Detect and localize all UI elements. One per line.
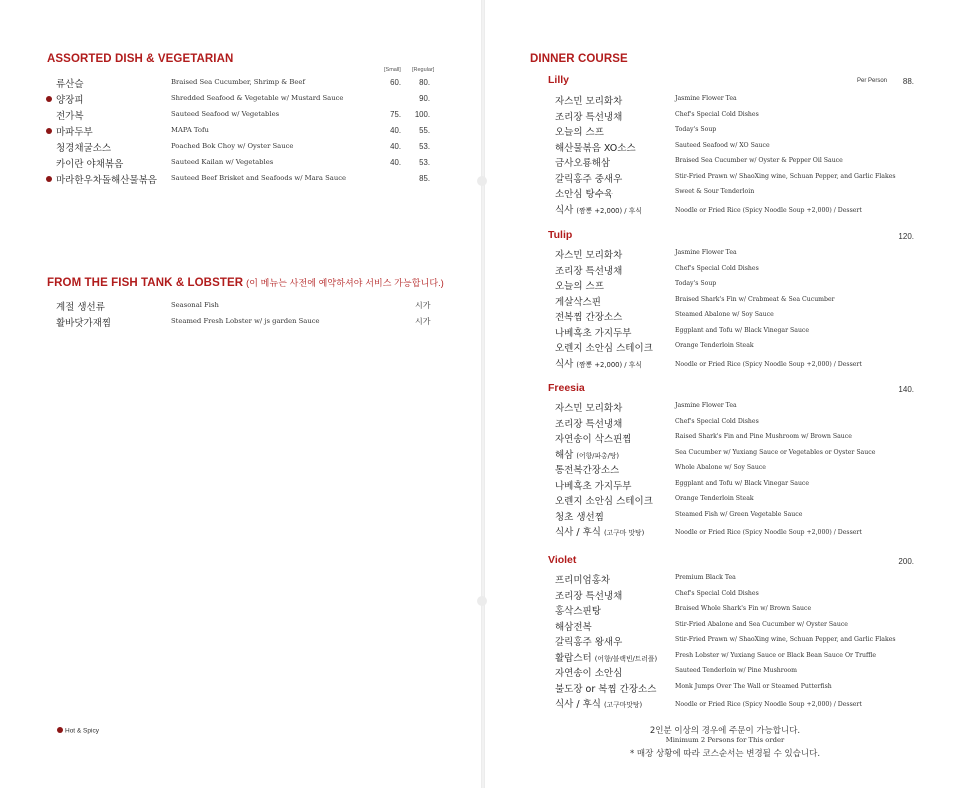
course-dish-ko-main: 나베흑초 가지두부	[555, 327, 632, 339]
course-dish-en: Braised Sea Cucumber w/ Oyster & Pepper Oil Sauce	[675, 157, 843, 164]
course-dish-ko	[555, 186, 613, 200]
price-small: 60.	[390, 78, 401, 87]
dish-name-ko: 마라한우차돌해산물볶음	[56, 175, 157, 186]
course-dish-en: Chef's Special Cold Dishes	[675, 589, 759, 597]
course-dish-en: Chef's Special Cold Dishes	[675, 417, 759, 425]
course-dish-ko-main: 자스민 모리화차	[555, 96, 623, 107]
course-dish-ko-option: (고구마 맛탕)	[603, 529, 645, 537]
course-dish-en: Eggplant and Tofu w/ Black Vinegar Sauce	[675, 479, 810, 487]
spicy-dot-icon	[46, 96, 52, 102]
spicy-dot-icon	[46, 176, 52, 182]
course-dish-en: Jasmine Flower Tea	[675, 402, 737, 409]
course-dish-ko	[555, 325, 631, 339]
course-dish-en: Noodle or Fried Rice (Spicy Noodle Soup +2,000) / Dessert	[675, 206, 862, 214]
course-dish-ko-main: 식사	[555, 358, 577, 370]
course-dish-ko-main: 불도장 or 복찜 간장소스	[555, 683, 657, 695]
menu-item-row	[0, 171, 482, 186]
course-name-lilly: Lilly	[548, 74, 570, 86]
price-regular: 80.	[419, 78, 430, 87]
per-person-label: Per Person	[857, 78, 888, 84]
course-dish-ko	[555, 278, 604, 292]
price-regular: 90.	[419, 94, 430, 103]
menu-item-row	[0, 91, 482, 106]
course-dish-ko-main: 오늘의 스프	[555, 127, 604, 138]
col-small-label: [Small]	[384, 67, 401, 73]
assorted-section-title: ASSORTED DISH & VEGETARIAN	[47, 53, 234, 65]
price-small: 40.	[390, 126, 401, 135]
menu-item-row	[0, 314, 482, 329]
course-dish-en: Premium Black Tea	[675, 574, 736, 581]
market-price: 시가	[415, 317, 431, 326]
course-dish-en: Monk Jumps Over The Wall or Steamed Putterfish	[675, 682, 832, 690]
course-dish-ko	[555, 588, 622, 602]
course-dish-ko	[555, 309, 622, 323]
course-dish-ko	[555, 171, 622, 185]
course-dish-ko	[555, 247, 622, 261]
course-dish-ko-option: (고구마맛탕)	[603, 701, 643, 709]
course-dish-ko	[555, 603, 601, 617]
dish-name-en: Poached Bok Choy w/ Oyster Sauce	[171, 142, 294, 150]
course-dish-ko-main: 조리장 특선냉채	[555, 590, 623, 602]
course-dish-en: Noodle or Fried Rice (Spicy Noodle Soup +2,000) / Dessert	[675, 360, 862, 368]
dish-name-ko: 계절 생선류	[56, 302, 105, 313]
spicy-legend-label: Hot & Spicy	[65, 727, 99, 735]
course-dish-ko-main: 갈릭홍주 왕새우	[555, 637, 623, 648]
course-dish-ko	[555, 462, 619, 476]
course-dish-ko-option: (짬뽕 +2,000) / 후식	[576, 206, 642, 215]
market-price: 시가	[415, 301, 431, 310]
dish-name-ko: 청경채굴소스	[56, 143, 112, 154]
course-dish-en: Stir-Fried Abalone and Sea Cucumber w/ Oyster Sauce	[675, 620, 848, 628]
course-price: 120.	[898, 232, 914, 241]
course-dish-ko	[555, 340, 653, 354]
dish-name-ko: 카이란 야채볶음	[56, 159, 124, 170]
course-dish-ko-main: 홍삭스핀탕	[555, 606, 601, 617]
course-dish-ko-main: 자연송이 소안심	[555, 668, 623, 679]
course-dish-ko	[555, 681, 656, 695]
course-dish-ko	[555, 263, 622, 277]
price-regular: 55.	[419, 126, 430, 135]
course-dish-ko-main: 식사 / 후식	[555, 699, 604, 710]
course-dish-en: Braised Whole Shark's Fin w/ Brown Sauce	[675, 605, 812, 612]
price-regular: 53.	[419, 142, 430, 151]
course-dish-ko-main: 통전복간장소스	[555, 465, 620, 476]
course-dish-en: Jasmine Flower Tea	[675, 95, 737, 102]
course-dish-en: Noodle or Fried Rice (Spicy Noodle Soup +2,000) / Dessert	[675, 529, 862, 536]
course-dish-ko-main: 식사 / 후식	[555, 527, 604, 538]
course-dish-ko-main: 오렌지 소안심 스테이크	[555, 496, 653, 507]
course-dish-ko-main: 자연송이 삭스핀찜	[555, 434, 632, 445]
course-dish-ko-main: 소안심 탕수육	[555, 189, 614, 200]
course-dish-ko	[555, 478, 631, 492]
course-dish-ko	[555, 93, 622, 107]
fish-title-text: FROM THE FISH TANK & LOBSTER	[47, 277, 244, 289]
course-dish-ko-main: 오렌지 소안심 스테이크	[555, 343, 653, 354]
dish-name-en: MAPA Tofu	[171, 126, 209, 134]
course-name-tulip: Tulip	[548, 229, 573, 241]
course-dish-en: Stir-Fried Prawn w/ ShaoXing wine, Schuan Pepper, and Garlic Flakes	[675, 172, 896, 180]
course-dish-en: Braised Shark's Fin w/ Crabmeat & Sea Cucumber	[675, 295, 835, 303]
course-price: 200.	[898, 557, 914, 566]
price-regular: 100.	[414, 110, 430, 119]
dish-name-ko: 마파두부	[56, 127, 93, 138]
course-dish-ko	[555, 109, 622, 123]
course-dish-ko	[555, 493, 653, 507]
course-dish-en: Steamed Fish w/ Green Vegetable Sauce	[675, 510, 803, 518]
spicy-dot-icon	[46, 128, 52, 134]
course-dish-ko-main: 해산물볶음 XO소스	[555, 142, 636, 154]
dinner-course-title: DINNER COURSE	[530, 53, 628, 65]
course-dish-ko	[555, 650, 657, 664]
course-dish-en: Orange Tenderloin Steak	[675, 495, 754, 502]
dish-name-ko: 활바닷가재찜	[56, 318, 112, 329]
course-price: 140.	[898, 385, 914, 394]
course-dish-en: Sauteed Seafood w/ XO Sauce	[675, 141, 770, 149]
course-dish-ko	[555, 665, 622, 679]
dish-name-en: Sauteed Seafood w/ Vegetables	[171, 110, 280, 118]
dish-name-ko: 전가복	[56, 111, 84, 122]
binding-hole	[477, 596, 487, 606]
spicy-legend	[57, 727, 99, 735]
menu-item-row	[0, 123, 482, 138]
course-dish-ko	[555, 416, 622, 430]
menu-item-row	[0, 155, 482, 170]
course-dish-ko-main: 전복찜 간장소스	[555, 312, 623, 323]
course-dish-en: Orange Tenderloin Steak	[675, 342, 754, 349]
course-dish-ko-main: 청초 생선찜	[555, 511, 604, 523]
course-dish-en: Today's Soup	[675, 280, 717, 287]
spicy-dot-icon	[57, 727, 63, 733]
dish-name-en: Braised Sea Cucumber, Shrimp & Beef	[171, 78, 305, 86]
course-dish-ko-main: 자스민 모리화차	[555, 250, 623, 261]
course-dish-ko	[555, 634, 622, 648]
course-dish-en: Jasmine Flower Tea	[675, 249, 737, 256]
course-dish-ko-main: 활랍스터	[555, 652, 595, 664]
price-regular: 85.	[419, 174, 430, 183]
course-dish-ko-main: 자스민 모리화차	[555, 403, 623, 414]
course-dish-ko	[555, 572, 610, 586]
course-dish-en: Sauteed Tenderloin w/ Pine Mushroom	[675, 667, 798, 674]
menu-item-row	[0, 107, 482, 122]
course-dish-ko-option: (어향/블랙빈/트러플)	[594, 654, 658, 663]
course-dish-ko-main: 나베흑초 가지두부	[555, 480, 632, 492]
dish-name-ko: 양장피	[56, 95, 84, 106]
course-dish-ko-main: 조리장 특선냉채	[555, 111, 623, 123]
course-dish-ko	[555, 202, 642, 216]
course-dish-ko-option: (짬뽕 +2,000) / 후식	[576, 360, 642, 369]
course-dish-en: Chef's Special Cold Dishes	[675, 110, 759, 118]
course-dish-ko	[555, 356, 642, 370]
dish-name-en: Sauteed Beef Brisket and Seafoods w/ Mara Sauce	[171, 174, 347, 182]
dish-name-en: Steamed Fresh Lobster w/ js garden Sauce	[171, 317, 320, 325]
fish-section-title	[47, 276, 444, 289]
minimum-order-note-en: Minimum 2 Persons for This order	[665, 736, 785, 744]
course-dish-ko-main: 갈릭홍주 중새우	[555, 173, 623, 185]
minimum-order-note-ko: 2인분 이상의 경우에 주문이 가능합니다.	[649, 726, 801, 736]
course-order-change-note: * 매장 상황에 따라 코스순서는 변경될 수 있습니다.	[629, 749, 821, 759]
price-small: 40.	[390, 142, 401, 151]
course-dish-ko	[555, 447, 619, 461]
course-dish-en: Today's Soup	[675, 126, 717, 133]
course-dish-en: Raised Shark's Fin and Pine Mushroom w/ Brown Sauce	[675, 433, 852, 440]
price-regular: 53.	[419, 158, 430, 167]
course-dish-ko-main: 금사오룡해삼	[555, 158, 611, 169]
course-dish-ko	[555, 124, 604, 138]
course-dish-en: Eggplant and Tofu w/ Black Vinegar Sauce	[675, 326, 810, 334]
course-dish-en: Stir-Fried Prawn w/ ShaoXing wine, Schuan Pepper, and Garlic Flakes	[675, 636, 896, 643]
course-dish-ko	[555, 400, 622, 414]
course-dish-en: Fresh Lobster w/ Yuxiang Sauce or Black Bean Sauce Or Truffle	[675, 651, 877, 659]
course-dish-ko	[555, 140, 636, 154]
menu-item-row	[0, 298, 482, 313]
menu-item-row	[0, 139, 482, 154]
course-dish-en: Noodle or Fried Rice (Spicy Noodle Soup +2,000) / Dessert	[675, 701, 862, 708]
course-dish-en: Chef's Special Cold Dishes	[675, 264, 759, 272]
course-dish-ko	[555, 619, 592, 633]
course-dish-ko-main: 해삼	[555, 449, 577, 461]
course-dish-en: Sea Cucumber w/ Yuxiang Sauce or Vegetables or Oyster Sauce	[675, 448, 876, 456]
dish-name-en: Seasonal Fish	[171, 301, 219, 309]
course-name-violet: Violet	[548, 554, 577, 566]
course-dish-ko-main: 게살삭스핀	[555, 296, 601, 308]
course-dish-en: Sweet & Sour Tenderloin	[675, 188, 755, 195]
dish-name-en: Sauteed Kailan w/ Vegetables	[171, 158, 274, 166]
course-dish-ko-main: 조리장 특선냉채	[555, 418, 623, 430]
course-dish-ko	[555, 524, 644, 538]
course-dish-ko-main: 프리미엄홍차	[555, 575, 611, 586]
col-regular-label: [Regular]	[412, 67, 435, 73]
dish-name-ko: 류산슬	[56, 79, 84, 90]
course-dish-ko-main: 오늘의 스프	[555, 281, 604, 292]
course-dish-ko	[555, 509, 604, 523]
fish-reservation-note: (이 메뉴는 사전에 예약하셔야 서비스 가능합니다.)	[246, 278, 444, 288]
course-dish-ko	[555, 696, 642, 710]
course-dish-ko-main: 조리장 특선냉채	[555, 265, 623, 277]
course-dish-ko-main: 해삼전복	[555, 621, 592, 633]
course-dish-ko	[555, 155, 610, 169]
price-small: 40.	[390, 158, 401, 167]
course-dish-ko	[555, 431, 631, 445]
menu-item-row	[0, 75, 482, 90]
course-name-freesia: Freesia	[548, 382, 585, 394]
course-dish-en: Steamed Abalone w/ Soy Sauce	[675, 311, 774, 318]
course-dish-ko-option: (어향/파총/탕)	[576, 451, 620, 460]
course-dish-ko	[555, 294, 601, 308]
course-price: 88.	[902, 77, 914, 86]
course-dish-ko-main: 식사	[555, 204, 577, 216]
price-small: 75.	[390, 110, 401, 119]
dish-name-en: Shredded Seafood & Vegetable w/ Mustard Sauce	[171, 94, 344, 102]
course-dish-en: Whole Abalone w/ Soy Sauce	[675, 464, 766, 471]
